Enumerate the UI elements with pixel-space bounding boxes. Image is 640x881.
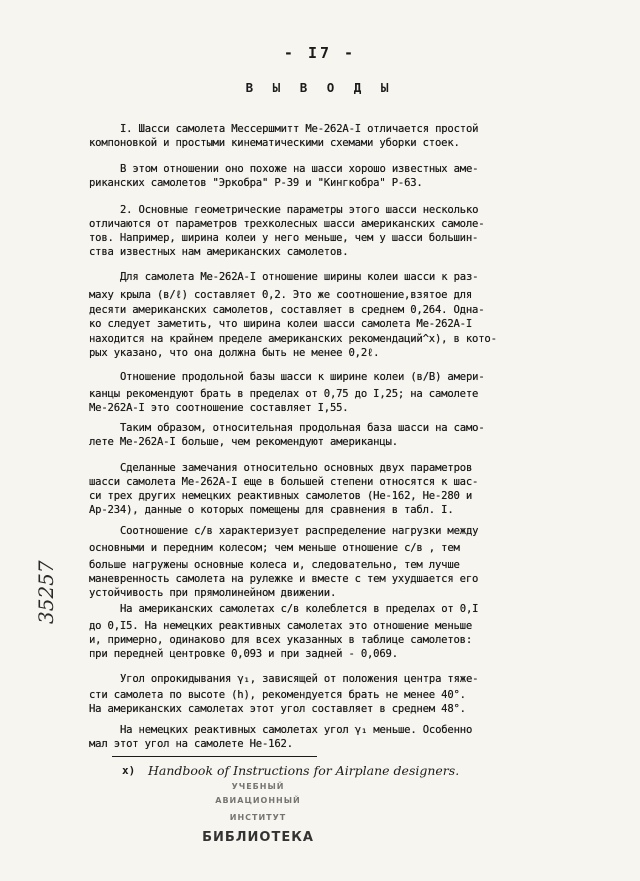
footnote-text: Handbook of Instructions for Airplane designers.: [148, 763, 460, 778]
text-line: канцы рекомендуют брать в пределах от 0,75 до I,25; на самолете: [89, 388, 479, 400]
text-line: Сделанные замечания относительно основных двух параметров: [120, 462, 473, 474]
margin-handwritten-note: [33, 548, 63, 626]
stamp-line: УЧЕБНЫЙ: [231, 782, 285, 791]
text-line: В этом отношении оно похоже на шасси хорошо известных аме-: [120, 163, 479, 175]
text-line: На американских самолетах этот угол составляет в среднем 48°.: [89, 703, 466, 715]
text-line: до 0,I5. На немецких реактивных самолетах это отношение меньше: [89, 620, 473, 632]
stamp-line: ИНСТИТУТ: [229, 813, 287, 822]
text-line: I. Шасси самолета Мессершмитт Ме-262А-I отличается простой: [120, 123, 479, 135]
text-line: при передней центровке 0,093 и при задней - 0,069.: [89, 648, 398, 660]
footnote-mark: x): [122, 764, 136, 777]
text-line: основными и передним колесом; чем меньше отношение с/в , тем: [89, 542, 460, 554]
text-line: Отношение продольной базы шасси к ширине колеи (в/В) амери-: [120, 371, 485, 383]
text-line: Угол опрокидывания γ₁, зависящей от положения центра тяже-: [120, 673, 479, 685]
text-line: находится на крайнем пределе американских рекомендаций^x), в кото-: [89, 333, 497, 345]
stamp-line: АВИАЦИОННЫЙ: [215, 796, 301, 805]
text-line: риканских самолетов "Эркобра" Р-39 и "Кингкобра" Р-63.: [89, 177, 423, 189]
text-line: и, примерно, одинаково для всех указанных в таблице самолетов:: [89, 634, 473, 646]
page-number: - I7 -: [283, 44, 357, 62]
text-line: маху крыла (в/ℓ) составляет 0,2. Это же соотношение,взятое для: [89, 289, 473, 301]
text-line: Таким образом, относительная продольная база шасси на само-: [120, 422, 485, 434]
text-line: рых указано, что она должна быть не менее 0,2ℓ.: [89, 347, 380, 359]
text-line: 2. Основные геометрические параметры этого шасси несколько: [120, 204, 479, 216]
text-line: больше нагружены основные колеса и, следовательно, тем лучше: [89, 559, 460, 571]
text-line: десяти американских самолетов, составляет в среднем 0,264. Одна-: [89, 304, 485, 316]
text-line: Ар-234), данные о которых помещены для сравнения в табл. I.: [89, 504, 454, 516]
text-line: лете Ме-262А-I больше, чем рекомендуют американцы.: [89, 436, 398, 448]
text-line: На немецких реактивных самолетах угол γ₁ меньше. Особенно: [120, 724, 473, 736]
text-line: На американских самолетах с/в колеблется в пределах от 0,I: [120, 603, 479, 615]
section-title: В Ы В О Д Ы: [245, 80, 395, 95]
text-line: Соотношение с/в характеризует распределение нагрузки между: [120, 525, 479, 537]
text-line: Ме-262А-I это соотношение составляет I,55.: [89, 402, 349, 414]
text-line: компоновкой и простыми кинематическими схемами уборки стоек.: [89, 137, 460, 149]
text-line: мал этот угол на самолете Не-162.: [89, 738, 293, 750]
text-line: сти самолета по высоте (h), рекомендуется брать не менее 40°.: [89, 689, 466, 701]
text-line: отличаются от параметров трехколесных шасси американских самоле-: [89, 218, 485, 230]
text-line: ства известных нам американских самолетов.: [89, 246, 349, 258]
margin-note-text: 35257: [34, 560, 58, 624]
stamp-line: БИБЛИОТЕКА: [202, 830, 314, 845]
text-line: тов. Например, ширина колеи у него меньше, чем у шасси большин-: [89, 232, 479, 244]
text-line: си трех других немецких реактивных самолетов (Не-162, Не-280 и: [89, 490, 473, 502]
text-line: шасси самолета Ме-262А-I еще в большей степени относятся к шас-: [89, 476, 479, 488]
footnote-rule: [112, 756, 317, 757]
text-line: Для самолета Ме-262А-I отношение ширины колеи шасси к раз-: [120, 271, 479, 283]
text-line: маневренность самолета на рулежке и вместе с тем ухудшается его: [89, 573, 479, 585]
library-stamp: [200, 775, 330, 857]
text-line: ко следует заметить, что ширина колеи шасси самолета Ме-262А-I: [89, 318, 473, 330]
text-line: устойчивость при прямолинейном движении.: [89, 587, 337, 599]
